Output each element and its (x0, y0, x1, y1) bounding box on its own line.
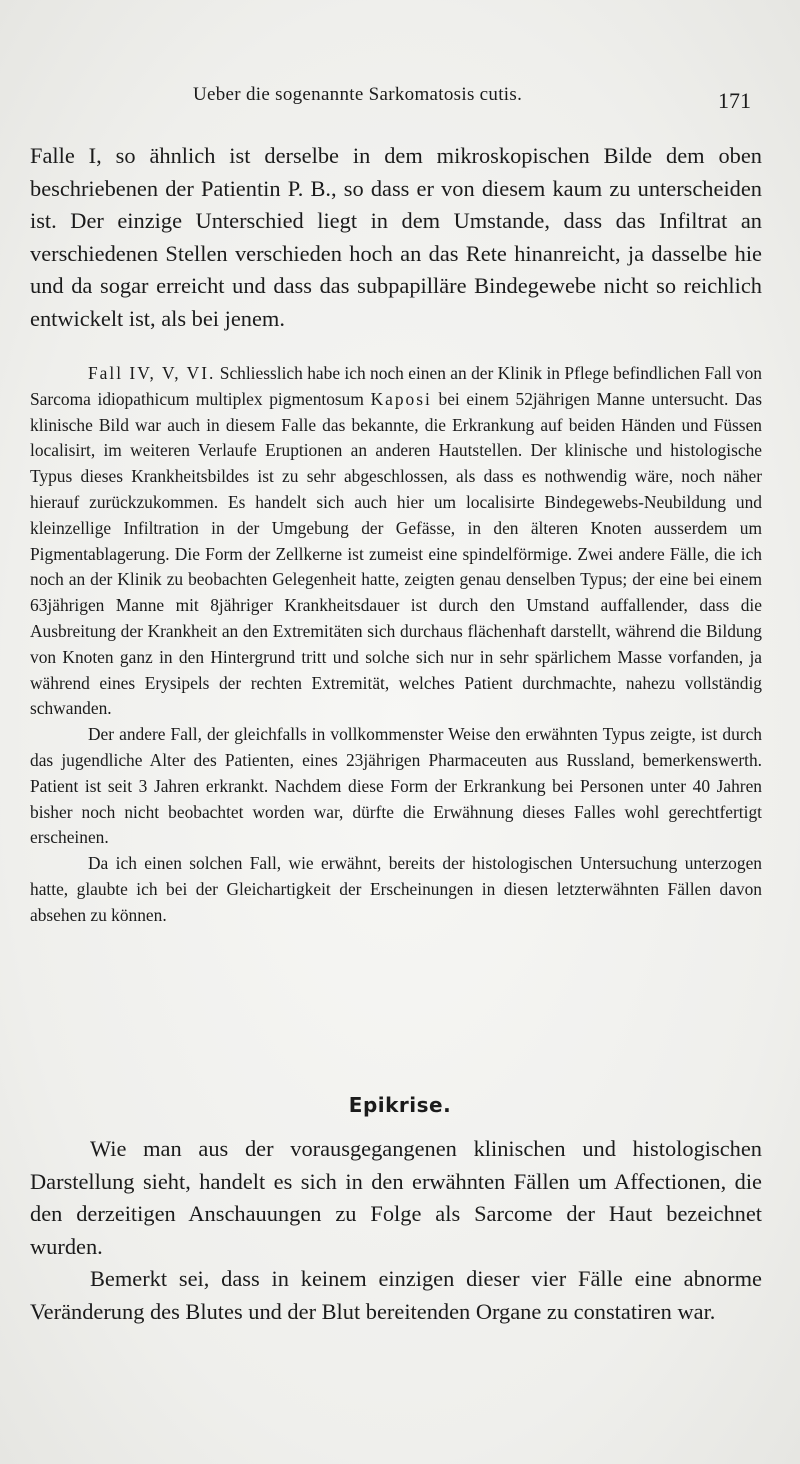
running-header (0, 80, 800, 120)
case-description-block (30, 361, 762, 929)
page-number: 171 (718, 88, 751, 113)
section-heading: Epikrise. (348, 1093, 452, 1117)
epikrise-paragraph-1: Wie man aus der vorausgegangenen klinischen und histologischen Darstellung sieht, handelt es sich in den erwähnten Fällen um Affectionen, die den derzeitigen Anschauungen zu Folge als Sarcome der Haut bezeichnet wurden. (30, 1136, 762, 1259)
author-name: Kaposi (370, 388, 432, 409)
running-title: Ueber die sogenannte Sarkomatosis cutis. (193, 84, 523, 105)
other-case-paragraph: Der andere Fall, der gleichfalls in vollkommenster Weise den erwähnten Typus zeigte, ist durch das jugendliche Alter des Patienten, eines 23jährigen Pharmaceuten aus Russland, bemerkenswerth. Patient ist seit 3 Jahren erkrankt. Nachdem diese Form der Erkrankung bei Personen unter 40 Jahren bisher noch nicht beobachtet worden war, dürfte die Erwähnung dieses Falles wohl gerechtfertigt erscheinen. (30, 724, 762, 848)
continued-paragraph-block (30, 140, 762, 336)
case-label: Fall IV, V, VI. (88, 363, 216, 383)
case-paragraph (30, 361, 762, 722)
continued-paragraph: Falle I, so ähnlich ist derselbe in dem mikroskopischen Bilde dem oben beschriebenen der Patientin P. B., so dass er von diesem kaum zu unterscheiden ist. Der einzige Unterschied liegt in dem Umstande, dass das Infiltrat an verschiedenen Stellen verschieden hoch an das Rete hinanreicht, ja dasselbe hie und da sogar erreicht und dass das subpapilläre Bindegewebe nicht so reichlich entwickelt ist, als bei jenem. (30, 143, 762, 331)
case-paragraph-rest: bei einem 52jährigen Manne untersucht. Das klinische Bild war auch in diesem Falle das bekannte, die Erkrankung auf beiden Händen und Füssen localisirt, im weiteren Verlaufe Eruptionen an anderen Hautstellen. Der klinische und histologische Typus dieses Krankheitsbildes ist zu sehr abgeschlossen, als dass es nothwendig wäre, noch näher hierauf zurückzukommen. Es handelt sich auch hier um localisirte Bindegewebs-Neubildung und kleinzellige Infiltration in der Umgebung der Gefässe, in den älteren Knoten ausserdem um Pigmentablagerung. Die Form der Zellkerne ist zumeist eine spindelförmige. Zwei andere Fälle, die ich noch an der Klinik zu beobachten Gelegenheit hatte, zeigten genau denselben Typus; der eine bei einem 63jährigen Manne mit 8jähriger Krankheitsdauer ist durch den Umstand auffallender, dass die Ausbreitung der Krankheit an den Extremitäten sich durchaus flächenhaft darstellt, während die Bildung von Knoten ganz in den Hintergrund tritt und solche sich nur in sehr spärlichem Masse vorfanden, ja während eines Erysipels der rechten Extremität, welches Patient durchmachte, nahezu vollständig schwanden. (30, 388, 762, 719)
case-paragraph-start: Schliesslich habe ich noch einen an der Klinik in Pflege befindlichen Fall von Sarcoma idiopathicum multiplex pigmentosum (30, 363, 763, 409)
conclusion-paragraph: Da ich einen solchen Fall, wie erwähnt, bereits der histologischen Untersuchung unterzogen hatte, glaubte ich bei der Gleichartigkeit der Erscheinungen in diesen letzterwähnten Fällen davon absehen zu können. (30, 853, 762, 925)
epikrise-paragraph-2: Bemerkt sei, dass in keinem einzigen dieser vier Fälle eine abnorme Veränderung des Blutes und der Blut bereitenden Organe zu constatiren war. (30, 1266, 762, 1324)
epikrise-block (30, 1133, 762, 1329)
